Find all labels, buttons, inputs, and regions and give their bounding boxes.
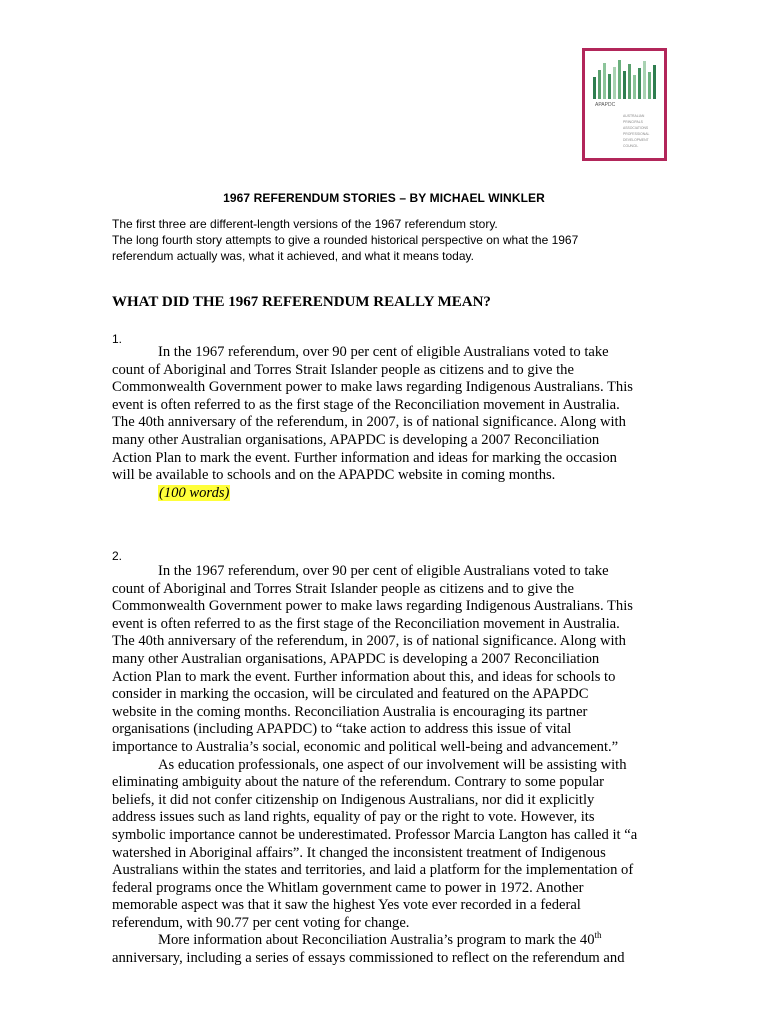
logo-bar [618, 60, 621, 99]
paragraph-line [112, 932, 672, 950]
logo-bar [598, 70, 601, 99]
paragraph-line: count of Aboriginal and Torres Strait Islander people as citizens and to give the [112, 580, 574, 597]
logo-bar [608, 74, 611, 99]
paragraph-line: count of Aboriginal and Torres Strait Islander people as citizens and to give the [112, 361, 574, 378]
apapdc-logo-graphic [585, 51, 664, 158]
paragraph-line: Commonwealth Government power to make laws regarding Indigenous Australians. This [112, 379, 633, 396]
intro-line: The first three are different-length versions of the 1967 referendum story. [112, 217, 498, 231]
word-count-highlight: (100 words) [159, 484, 230, 501]
paragraph-line: consider in marking the occasion, will be circulated and featured on the APAPDC [112, 686, 589, 703]
logo-bar [593, 77, 596, 99]
logo-subtitle-line: ASSOCIATIONS [623, 126, 649, 130]
logo-subtitle-line: PROFESSIONAL [623, 132, 650, 136]
section-heading: WHAT DID THE 1967 REFERENDUM REALLY MEAN? [112, 294, 491, 310]
paragraph-text: More information about Reconciliation Australia’s program to mark the 40 [158, 932, 595, 949]
paragraph-line: In the 1967 referendum, over 90 per cent of eligible Australians voted to take [158, 563, 609, 579]
intro-text [112, 216, 672, 264]
intro-line: The long fourth story attempts to give a rounded historical perspective on what the 1967 [112, 233, 579, 247]
paragraph-line: In the 1967 referendum, over 90 per cent of eligible Australians voted to take [158, 344, 609, 360]
paragraph-line: eliminating ambiguity about the nature of the referendum. Contrary to some popular [112, 774, 604, 791]
paragraph-line: symbolic importance cannot be underestimated. Professor Marcia Langton has called it “a [112, 826, 638, 843]
logo-bar [628, 64, 631, 99]
paragraph-line: referendum, with 90.77 per cent voting for change. [112, 914, 410, 931]
logo-bar [643, 61, 646, 99]
logo-bar [613, 67, 616, 99]
section-number-1: 1. [112, 332, 123, 346]
paragraph-line: event is often referred to as the first stage of the Reconciliation movement in Australia. [112, 615, 620, 632]
document-title: 1967 REFERENDUM STORIES – BY MICHAEL WINKLER [223, 191, 545, 205]
logo-name: APAPDC [595, 102, 616, 108]
paragraph-line: website in the coming months. Reconciliation Australia is encouraging its partner [112, 703, 588, 720]
paragraph-line: The 40th anniversary of the referendum, in 2007, is of national significance. Along with [112, 414, 626, 431]
paragraph-line: many other Australian organisations, APAPDC is developing a 2007 Reconciliation [112, 431, 600, 448]
paragraph-line: As education professionals, one aspect of our involvement will be assisting with [158, 756, 627, 773]
section-1-text [112, 344, 672, 502]
section-number-2: 2. [112, 549, 123, 563]
logo-subtitle-line: COUNCIL [623, 144, 639, 148]
logo-bar [653, 65, 656, 99]
paragraph-line: anniversary, including a series of essays commissioned to reflect on the referendum and [112, 950, 625, 967]
apapdc-logo [582, 48, 667, 161]
paragraph-line: memorable aspect was that it saw the highest Yes vote ever recorded in a federal [112, 897, 581, 914]
logo-bar [603, 63, 606, 99]
paragraph-line: Australians within the states and territories, and laid a platform for the implementation of [112, 862, 634, 879]
paragraph-line: event is often referred to as the first stage of the Reconciliation movement in Australia. [112, 396, 620, 413]
paragraph-line: organisations (including APAPDC) to “take action to address this issue of vital [112, 721, 572, 738]
paragraph-line: federal programs once the Whitlam government came to power in 1972. Another [112, 879, 584, 896]
logo-subtitle-line: PRINCIPALS [623, 120, 643, 124]
paragraph-line: Action Plan to mark the event. Further information and ideas for marking the occasion [112, 449, 617, 466]
logo-bar [623, 71, 626, 99]
logo-subtitle-line: DEVELOPMENT [623, 138, 649, 142]
logo-bar [638, 68, 641, 99]
logo-bar [648, 72, 651, 99]
paragraph-line: The 40th anniversary of the referendum, in 2007, is of national significance. Along with [112, 633, 626, 650]
paragraph-line: address issues such as land rights, equality of pay or the right to vote. However, its [112, 809, 595, 826]
paragraph-line: beliefs, it did not confer citizenship on Indigenous Australians, nor did it explicitly [112, 791, 595, 808]
section-2-text [112, 563, 672, 968]
paragraph-line: Action Plan to mark the event. Further information about this, and ideas for schools to [112, 668, 616, 685]
paragraph-line: Commonwealth Government power to make laws regarding Indigenous Australians. This [112, 598, 633, 615]
paragraph-line: watershed in Aboriginal affairs”. It changed the inconsistent treatment of Indigenous [112, 844, 606, 861]
word-count-line [112, 485, 672, 503]
paragraph-line: many other Australian organisations, APAPDC is developing a 2007 Reconciliation [112, 650, 600, 667]
paragraph-line: importance to Australia’s social, economic and political well-being and advancement.” [112, 738, 619, 755]
superscript: th [594, 930, 602, 941]
logo-subtitle-line: AUSTRALIAN [623, 114, 645, 118]
intro-line: referendum actually was, what it achieved, and what it means today. [112, 249, 474, 263]
paragraph-line: will be available to schools and on the APAPDC website in coming months. [112, 467, 556, 484]
logo-bar [633, 75, 636, 99]
